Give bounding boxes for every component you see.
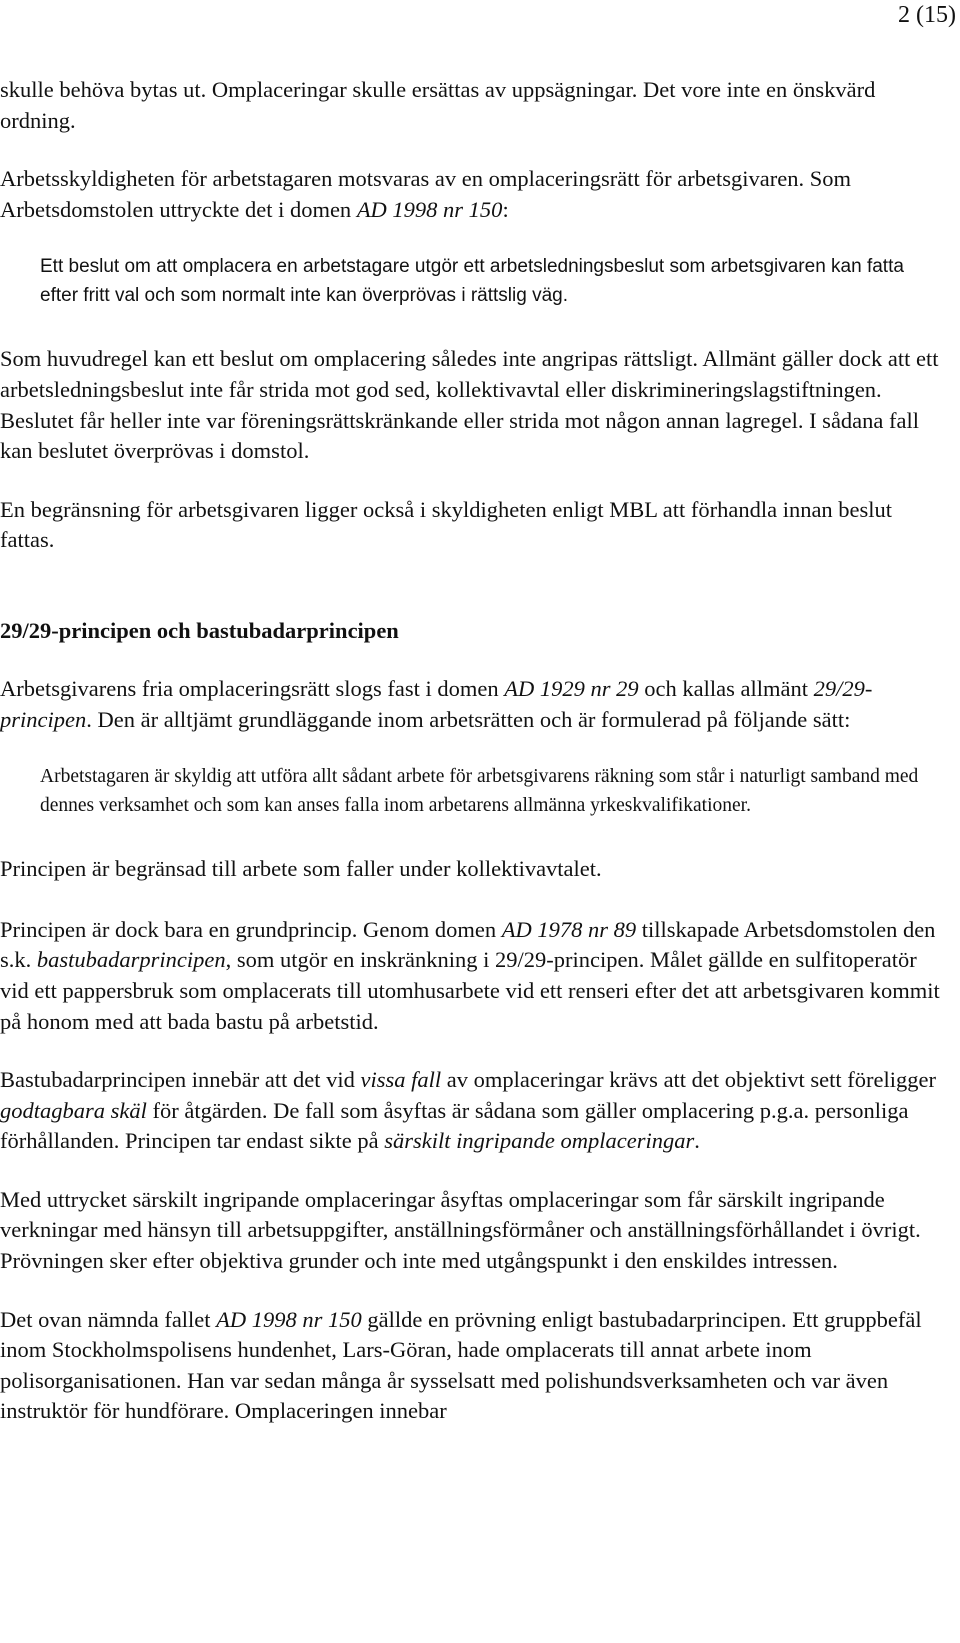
- paragraph-6: Principen är begränsad till arbete som faller under kollektivavtalet.: [0, 856, 602, 882]
- paragraph-10-text-b: gällde en prövning enligt bastubadarprincipen. Ett gruppbefäl inom Stockholmspolisens hundenhet, Lars-Göran, hade omplacerats till annat arbete inom polisorganisationen. Han var sedan många år sysselsatt med polishundsverksamheten och var även instruktör för hundförare. Omplaceringen innebar: [0, 1306, 922, 1424]
- paragraph-8-text-d: .: [694, 1128, 700, 1154]
- paragraph-1: skulle behöva bytas ut. Omplaceringar skulle ersättas av uppsägningar. Det vore inte en önskvärd ordning.: [0, 77, 876, 133]
- paragraph-2-text-b: :: [502, 196, 509, 222]
- paragraph-8: [0, 1065, 945, 1157]
- paragraph-5-text-c: . Den är alltjämt grundläggande inom arbetsrätten och är formulerad på följande sätt:: [86, 706, 851, 732]
- section-heading: 29/29-principen och bastubadarprincipen: [0, 617, 399, 643]
- document-body: [0, 75, 945, 1455]
- term-29-29-principen: 29/29-principen: [0, 675, 873, 732]
- block-quote-2: Arbetstagaren är skyldig att utföra allt sådant arbete för arbetsgivarens räkning som står i naturligt samband med dennes verksamhet och som kan anses falla inom arbetarens allmänna yrkeskvalifikationer.: [40, 766, 919, 816]
- paragraph-2-text-a: Arbetsskyldigheten för arbetstagaren motsvaras av en omplaceringsrätt för arbetsgivaren. Som Arbetsdomstolen uttryckte det i domen: [0, 166, 851, 222]
- paragraph-9: Med uttrycket särskilt ingripande omplaceringar åsyftas omplaceringar som får särskilt ingripande verkningar med hänsyn till arbetsuppgifter, anställningsförmåner och anställningsförhållandet i övrigt. Prövningen sker efter objektiva grunder och inte med utgångspunkt i den enskildes intressen.: [0, 1186, 921, 1274]
- paragraph-8-text-b: av omplaceringar krävs att det objektivt sett föreligger: [441, 1067, 936, 1093]
- paragraph-4: En begränsning för arbetsgivaren ligger också i skyldigheten enligt MBL att förhandla innan beslut fattas.: [0, 496, 893, 553]
- case-reference-ad-1998-150: AD 1998 nr 150: [356, 196, 503, 222]
- term-bastubadarprincipen: bastubadarprincipen: [36, 947, 226, 973]
- paragraph-5-text-a: Arbetsgivarens fria omplaceringsrätt slogs fast i domen: [0, 675, 505, 701]
- case-reference-ad-1929-29: AD 1929 nr 29: [504, 675, 639, 701]
- paragraph-10: [0, 1305, 945, 1427]
- paragraph-5: [0, 674, 945, 735]
- emphasis-sarskilt-ingripande: särskilt ingripande omplaceringar: [384, 1128, 695, 1154]
- case-reference-ad-1998-150-second: AD 1998 nr 150: [216, 1306, 362, 1332]
- paragraph-3: Som huvudregel kan ett beslut om omplacering således inte angripas rättsligt. Allmänt gäller dock att ett arbetsledningsbeslut inte får strida mot god sed, kollektivavtal eller diskrimineringslagstiftningen. Beslutet får heller inte var föreningsrättskränkande eller strida mot någon annan lagregel. I sådana fall kan beslutet överprövas i domstol.: [0, 346, 939, 464]
- emphasis-vissa-fall: vissa fall: [360, 1067, 442, 1093]
- paragraph-7-text-c: , som utgör en inskränkning i 29/29-principen. Målet gällde en sulfitoperatör vid ett pappersbruk som omplacerats till utomhusarbete vid ett renseri efter det att arbetsgivaren kommit på honom med att bada bastu på arbetstid.: [0, 947, 940, 1034]
- paragraph-8-text-a: Bastubadarprincipen innebär att det vid: [0, 1067, 361, 1093]
- paragraph-5-text-b: och kallas allmänt: [638, 675, 814, 701]
- paragraph-7-text-a: Principen är dock bara en grundprincip. Genom domen: [0, 916, 502, 942]
- paragraph-10-text-a: Det ovan nämnda fallet: [0, 1306, 217, 1332]
- block-quote-1: Ett beslut om att omplacera en arbetstagare utgör ett arbetsledningsbeslut som arbetsgivaren kan fatta efter fritt val och som normalt inte kan överprövas i rättslig väg.: [40, 256, 904, 306]
- paragraph-7-text-b: tillskapade Arbetsdomstolen den s.k.: [0, 916, 936, 973]
- paragraph-8-text-c: för åtgärden. De fall som åsyftas är sådana som gäller omplacering p.g.a. personliga förhållanden. Principen tar endast sikte på: [0, 1097, 909, 1154]
- paragraph-2: [0, 164, 945, 225]
- paragraph-7: [0, 915, 945, 1037]
- case-reference-ad-1978-89: AD 1978 nr 89: [501, 916, 637, 942]
- emphasis-godtagbara-skal: godtagbara skäl: [0, 1097, 147, 1123]
- page-number: 2 (15): [898, 2, 956, 28]
